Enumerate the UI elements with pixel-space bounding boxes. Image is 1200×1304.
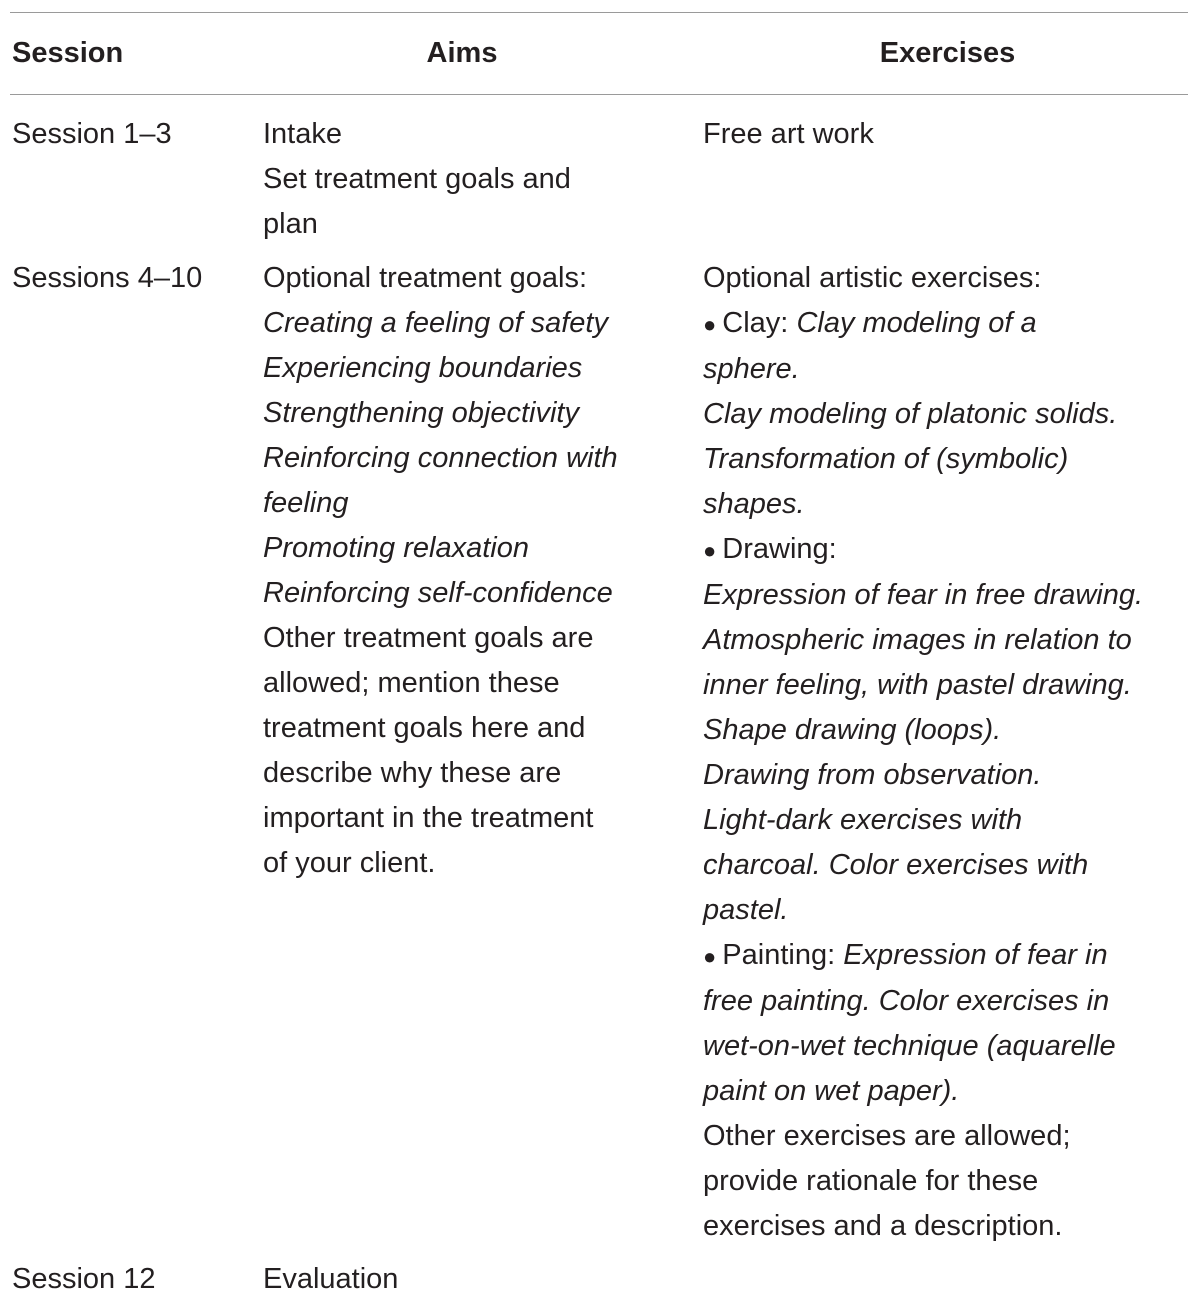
clay-line bbox=[703, 301, 1198, 347]
bullet-icon: ● bbox=[703, 538, 717, 563]
bullet-icon: ● bbox=[703, 944, 717, 969]
clay-item: Clay modeling of platonic solids. bbox=[703, 398, 1118, 430]
bullet-icon: ● bbox=[703, 312, 717, 337]
clay-item: sphere. bbox=[703, 353, 800, 385]
aims-goal: Promoting relaxation bbox=[263, 532, 529, 564]
aims-line: Set treatment goals and bbox=[263, 163, 571, 195]
clay-item: Transformation of (symbolic) bbox=[703, 443, 1069, 475]
aims-goal: Strengthening objectivity bbox=[263, 397, 579, 429]
row1-exercises bbox=[703, 112, 1198, 157]
exercises-other: exercises and a description. bbox=[703, 1210, 1063, 1242]
header-exercises: Exercises bbox=[879, 37, 1016, 69]
aims-line: Intake bbox=[263, 118, 342, 150]
aims-other: of your client. bbox=[263, 847, 436, 879]
painting-first: Expression of fear in bbox=[843, 939, 1108, 971]
row2-session: Sessions 4–10 bbox=[12, 262, 203, 294]
painting-item: wet-on-wet technique (aquarelle bbox=[703, 1030, 1116, 1062]
aims-other: treatment goals here and bbox=[263, 712, 586, 744]
exercises-other: provide rationale for these bbox=[703, 1165, 1039, 1197]
drawing-item: Atmospheric images in relation to bbox=[703, 624, 1132, 656]
aims-line: plan bbox=[263, 208, 318, 240]
drawing-item: charcoal. Color exercises with bbox=[703, 849, 1089, 881]
aims-heading: Optional treatment goals: bbox=[263, 262, 588, 294]
aims-other: Other treatment goals are bbox=[263, 622, 594, 654]
row1-aims bbox=[263, 112, 683, 247]
painting-line bbox=[703, 933, 1198, 979]
clay-item: shapes. bbox=[703, 488, 805, 520]
drawing-label: Drawing: bbox=[722, 533, 837, 565]
table-top-rule bbox=[10, 12, 1188, 13]
drawing-item: inner feeling, with pastel drawing. bbox=[703, 669, 1132, 701]
row2-exercises bbox=[703, 256, 1198, 1249]
drawing-line bbox=[703, 527, 1198, 573]
drawing-item: Shape drawing (loops). bbox=[703, 714, 1002, 746]
header-aims: Aims bbox=[426, 37, 498, 69]
clay-label: Clay: bbox=[722, 307, 789, 339]
row3-session: Session 12 bbox=[12, 1263, 156, 1295]
aims-other: describe why these are bbox=[263, 757, 562, 789]
drawing-item: Expression of fear in free drawing. bbox=[703, 579, 1144, 611]
aims-other: important in the treatment bbox=[263, 802, 594, 834]
row3-aims: Evaluation bbox=[263, 1263, 399, 1295]
aims-goal: Experiencing boundaries bbox=[263, 352, 583, 384]
drawing-item: pastel. bbox=[703, 894, 789, 926]
aims-goal: Reinforcing self-confidence bbox=[263, 577, 613, 609]
clay-first: Clay modeling of a bbox=[796, 307, 1037, 339]
aims-goal: feeling bbox=[263, 487, 349, 519]
row2-aims bbox=[263, 256, 683, 886]
aims-goal: Reinforcing connection with bbox=[263, 442, 618, 474]
drawing-item: Light-dark exercises with bbox=[703, 804, 1023, 836]
row1-session: Session 1–3 bbox=[12, 118, 172, 150]
drawing-item: Drawing from observation. bbox=[703, 759, 1042, 791]
painting-label: Painting: bbox=[722, 939, 836, 971]
painting-item: free painting. Color exercises in bbox=[703, 985, 1110, 1017]
aims-goal: Creating a feeling of safety bbox=[263, 307, 608, 339]
painting-item: paint on wet paper). bbox=[703, 1075, 960, 1107]
aims-other: allowed; mention these bbox=[263, 667, 560, 699]
exercises-heading: Optional artistic exercises: bbox=[703, 262, 1042, 294]
header-rule bbox=[10, 94, 1188, 95]
header-session: Session bbox=[12, 37, 124, 69]
exercises-other: Other exercises are allowed; bbox=[703, 1120, 1071, 1152]
exercise-line: Free art work bbox=[703, 118, 874, 150]
